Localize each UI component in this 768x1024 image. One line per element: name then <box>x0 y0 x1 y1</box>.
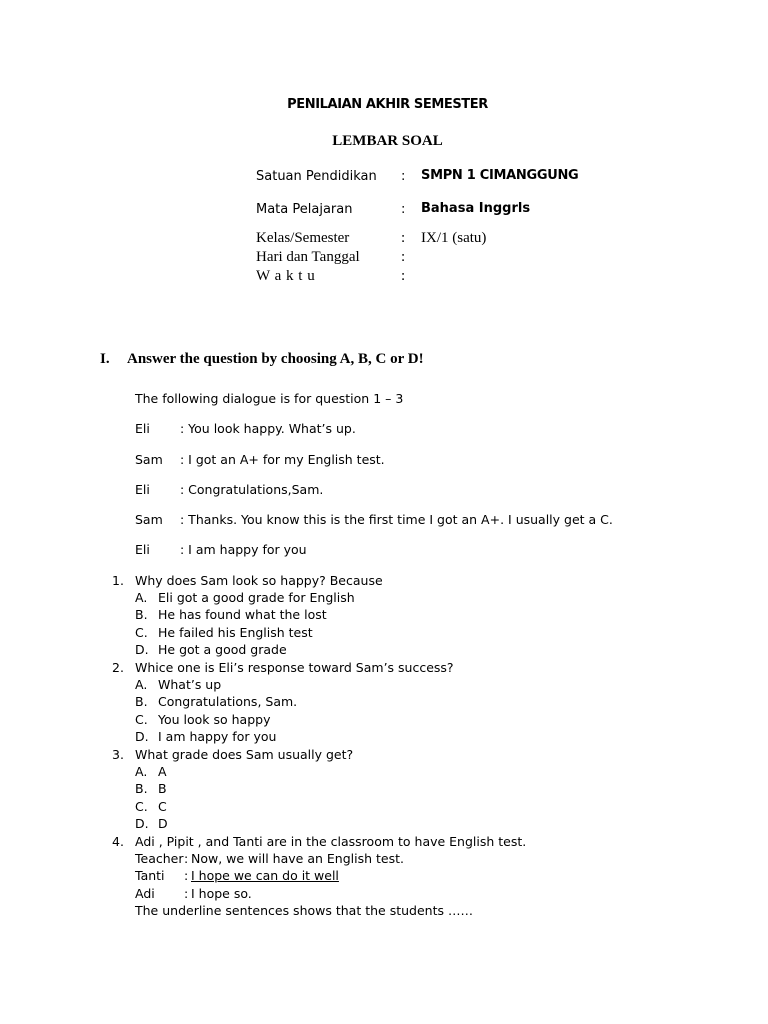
option-letter: A. <box>135 590 148 605</box>
option-letter: D. <box>135 642 149 657</box>
dialogue-line: : Thanks. You know this is the first time I got an A+. I usually get a C. <box>180 512 613 527</box>
question-prompt: The underline sentences shows that the students …… <box>135 903 473 918</box>
option-text: D <box>158 816 168 831</box>
context-colon: : <box>184 886 189 901</box>
question-number: 1. <box>112 573 124 588</box>
option-text: A <box>158 764 167 779</box>
option-text: He has found what the lost <box>158 607 327 622</box>
option-letter: B. <box>135 694 148 709</box>
option-text: He failed his English test <box>158 625 313 640</box>
option-text: You look so happy <box>158 712 271 727</box>
dialogue-speaker: Eli <box>135 542 150 557</box>
info-label-date: Hari dan Tanggal <box>256 249 360 265</box>
section-number: I. <box>100 351 110 367</box>
info-label-school: Satuan Pendidikan <box>256 169 377 184</box>
option-letter: B. <box>135 607 148 622</box>
option-letter: B. <box>135 781 148 796</box>
dialogue-speaker: Eli <box>135 482 150 497</box>
option-text: What’s up <box>158 677 222 692</box>
info-value-class: IX/1 (satu) <box>421 230 487 246</box>
option-letter: A. <box>135 677 148 692</box>
option-text: Eli got a good grade for English <box>158 590 355 605</box>
option-text: He got a good grade <box>158 642 287 657</box>
context-colon: : <box>184 851 189 866</box>
question-text: Whice one is Eli’s response toward Sam’s success? <box>135 660 454 675</box>
context-speaker: Tanti <box>135 868 165 883</box>
question-text: Why does Sam look so happy? Because <box>135 573 383 588</box>
info-value-school: SMPN 1 CIMANGGUNG <box>421 168 579 183</box>
info-label-subject: Mata Pelajaran <box>256 202 353 217</box>
context-line: Now, we will have an English test. <box>191 851 404 866</box>
option-letter: C. <box>135 625 148 640</box>
option-letter: D. <box>135 729 149 744</box>
info-colon: : <box>401 249 406 265</box>
dialogue-speaker: Sam <box>135 512 163 527</box>
info-colon: : <box>401 202 406 217</box>
section-instruction: Answer the question by choosing A, B, C or D! <box>127 351 424 367</box>
context-speaker: Teacher <box>135 851 184 866</box>
info-label-class: Kelas/Semester <box>256 230 350 246</box>
info-value-subject: Bahasa Inggrls <box>421 201 531 216</box>
dialogue-line: : I am happy for you <box>180 542 307 557</box>
info-colon: : <box>401 230 406 246</box>
option-letter: D. <box>135 816 149 831</box>
question-text: What grade does Sam usually get? <box>135 747 354 762</box>
option-text: B <box>158 781 167 796</box>
context-colon: : <box>184 868 189 883</box>
option-letter: C. <box>135 799 148 814</box>
option-letter: C. <box>135 712 148 727</box>
question-number: 4. <box>112 834 124 849</box>
dialogue-speaker: Eli <box>135 421 150 436</box>
option-text: Congratulations, Sam. <box>158 694 298 709</box>
question-number: 3. <box>112 747 124 762</box>
dialogue-line: : Congratulations,Sam. <box>180 482 324 497</box>
dialogue-intro: The following dialogue is for question 1 – 3 <box>135 391 404 406</box>
option-letter: A. <box>135 764 148 779</box>
info-colon: : <box>401 169 406 184</box>
option-text: C <box>158 799 167 814</box>
dialogue-speaker: Sam <box>135 452 163 467</box>
dialogue-line: : You look happy. What’s up. <box>180 421 356 436</box>
info-label-time: W a k t u <box>256 268 316 284</box>
page-title: PENILAIAN AKHIR SEMESTER <box>287 97 488 112</box>
info-colon: : <box>401 268 406 284</box>
page-subtitle: LEMBAR SOAL <box>332 133 443 149</box>
dialogue-line: : I got an A+ for my English test. <box>180 452 385 467</box>
context-line: I hope so. <box>191 886 252 901</box>
context-speaker: Adi <box>135 886 155 901</box>
option-text: I am happy for you <box>158 729 277 744</box>
context-line-underlined: I hope we can do it well <box>191 868 339 883</box>
question-text: Adi , Pipit , and Tanti are in the classroom to have English test. <box>135 834 527 849</box>
question-number: 2. <box>112 660 124 675</box>
